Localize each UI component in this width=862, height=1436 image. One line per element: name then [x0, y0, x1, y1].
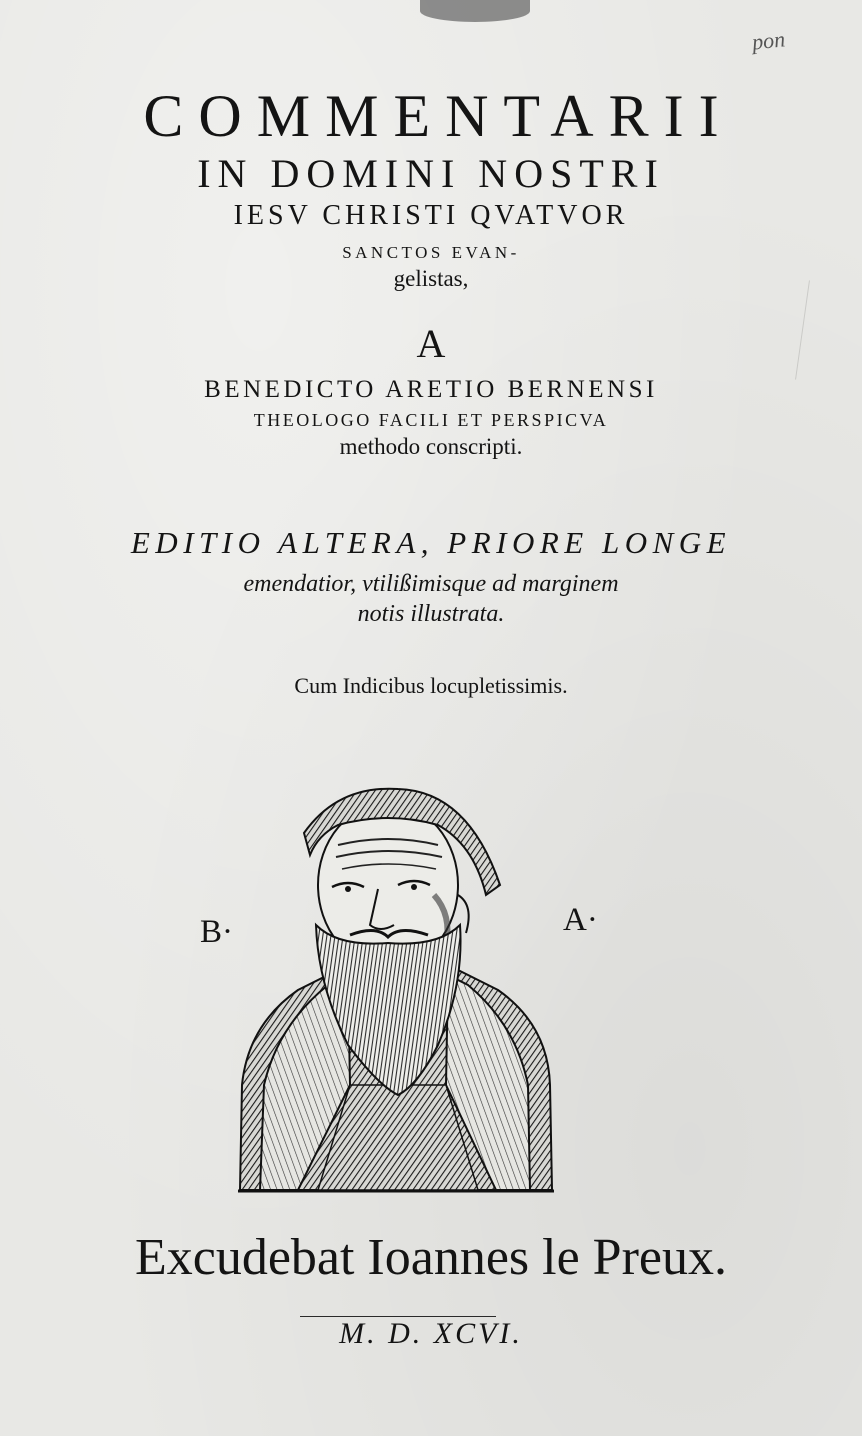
title-line-3: IESV CHRISTI QVATVOR: [233, 200, 629, 231]
index-note: Cum Indicibus locupletissimis.: [294, 673, 568, 698]
ink-stain: [420, 0, 530, 22]
manuscript-note: pon: [750, 26, 787, 55]
edition-line-2: emendatior, vtilißimisque ad marginem: [243, 571, 619, 597]
portrait-initial-left: B·: [200, 914, 233, 950]
title-line-1: COMMENTARII: [143, 83, 734, 149]
edition-line-3: notis illustrata.: [357, 601, 505, 627]
byline-a: A: [416, 321, 446, 366]
title-line-4: SANCTOS EVAN-: [342, 243, 520, 262]
title-line-5: gelistas,: [393, 266, 469, 291]
author-line-2: THEOLOGO FACILI ET PERSPICVA: [253, 410, 609, 430]
woodcut-portrait: [238, 785, 554, 1195]
portrait-initial-right: A·: [563, 902, 598, 938]
imprint-printer: Excudebat Ioannes le Preux.: [134, 1229, 727, 1286]
imprint-year: M. D. XCVI.: [339, 1317, 523, 1350]
author-line-1: BENEDICTO ARETIO BERNENSI: [204, 376, 658, 403]
author-line-3: methodo conscripti.: [339, 434, 523, 459]
title-line-2: IN DOMINI NOSTRI: [197, 151, 665, 196]
bearded-man-woodcut-icon: [238, 785, 554, 1195]
edition-line-1: EDITIO ALTERA, PRIORE LONGE: [130, 525, 732, 560]
